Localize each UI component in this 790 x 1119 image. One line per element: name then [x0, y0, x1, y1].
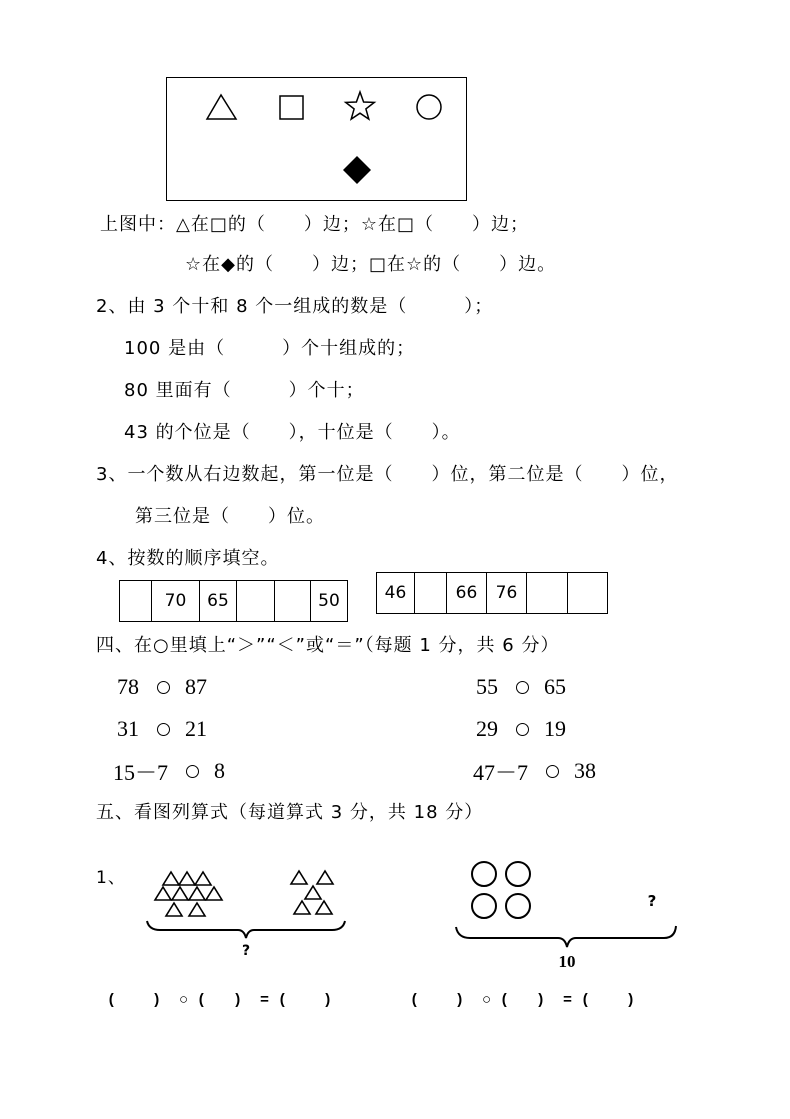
triangle-group-left	[155, 872, 222, 916]
picture-a	[147, 871, 345, 959]
comparison-right: 8	[214, 758, 226, 783]
circle-mark	[472, 894, 496, 918]
square-icon	[280, 96, 303, 119]
sequence-table-b	[376, 572, 608, 614]
q3-line-1: 3、一个数从右边数起，第一位是（ ）位，第二位是（ ）位，	[96, 464, 679, 485]
part5-q1-label: 1、	[96, 868, 126, 888]
answer-circle	[546, 765, 559, 778]
answer-circle	[157, 723, 170, 736]
sequence-cell: 66	[446, 572, 487, 614]
part5-title: 五、看图列算式（每道算式 3 分，共 18 分）	[96, 802, 484, 823]
picture-b	[456, 862, 676, 971]
sequence-cell: 70	[151, 580, 200, 622]
sequence-cell	[414, 572, 447, 614]
sequence-cell	[236, 580, 275, 622]
circle-mark	[506, 862, 530, 886]
circle-group	[472, 862, 530, 918]
comparison-right: 21	[185, 716, 207, 741]
part4-title: 四、在○里填上“＞”“＜”或“＝”（每题 1 分，共 6 分）	[96, 635, 560, 656]
figure-frame	[167, 78, 467, 201]
circle-icon	[417, 95, 441, 119]
comparison-item	[117, 715, 207, 743]
triangle-mark	[163, 872, 179, 885]
sequence-cell	[567, 572, 608, 614]
comparison-right: 38	[574, 758, 597, 783]
sequence-cell: 65	[199, 580, 237, 622]
triangle-mark	[317, 871, 333, 884]
star-icon	[346, 92, 375, 119]
triangle-mark	[291, 871, 307, 884]
q1-line-1: 上图中：△在□的（ ）边；☆在□（ ）边；	[100, 214, 529, 235]
triangle-mark	[189, 903, 205, 916]
triangle-mark	[166, 903, 182, 916]
answer-circle	[157, 681, 170, 694]
comparison-left: 15－7	[113, 759, 169, 785]
q2-line-2: 100 是由（ ）个十组成的；	[124, 338, 416, 359]
sequence-table-a	[119, 580, 348, 622]
comparison-left: 78	[117, 674, 139, 699]
triangle-icon	[207, 95, 236, 119]
comparison-left: 31	[117, 716, 139, 741]
q1-line-2: ☆在◆的（ ）边；□在☆的（ ）边。	[185, 254, 557, 275]
answer-line-a: ( ) ○ ( ) = ( )	[107, 992, 333, 1009]
comparison-left: 47－7	[473, 759, 529, 785]
answer-circle	[516, 681, 529, 694]
comparison-item	[117, 673, 207, 701]
triangle-group-right	[291, 871, 333, 914]
sequence-cell: 76	[486, 572, 527, 614]
diamond-icon	[343, 156, 371, 184]
triangle-mark	[316, 901, 332, 914]
sequence-cell: 46	[376, 572, 415, 614]
comparison-item	[473, 757, 596, 785]
triangle-mark	[189, 887, 205, 900]
comparison-right: 19	[544, 716, 566, 741]
answer-line-b: ( ) ○ ( ) = ( )	[410, 992, 636, 1009]
q4-title: 4、按数的顺序填空。	[96, 548, 280, 569]
triangle-mark	[305, 886, 321, 899]
triangle-mark	[195, 872, 211, 885]
brace-a	[147, 921, 345, 938]
answer-circle	[186, 765, 199, 778]
triangle-mark	[294, 901, 310, 914]
sequence-cell	[526, 572, 568, 614]
picture-b-unknown-label: ?	[647, 892, 657, 910]
triangle-mark	[179, 872, 195, 885]
circle-mark	[472, 862, 496, 886]
answer-circle	[516, 723, 529, 736]
q2-line-1: 2、由 3 个十和 8 个一组成的数是（ ）；	[96, 296, 494, 317]
shape-figure	[167, 78, 467, 201]
comparison-right: 87	[185, 674, 207, 699]
comparison-right: 65	[544, 674, 566, 699]
comparison-left: 55	[476, 674, 498, 699]
comparison-left: 29	[476, 716, 498, 741]
triangle-mark	[172, 887, 188, 900]
picture-b-total-label: 10	[558, 952, 576, 971]
comparison-item	[113, 757, 225, 785]
sequence-cell	[274, 580, 311, 622]
q2-line-3: 80 里面有（ ）个十；	[124, 380, 365, 401]
triangle-mark	[206, 887, 222, 900]
circle-mark	[506, 894, 530, 918]
sequence-cell: 50	[310, 580, 348, 622]
comparison-item	[476, 715, 566, 743]
brace-b	[456, 926, 676, 947]
comparison-item	[476, 673, 566, 701]
q3-line-2: 第三位是（ ）位。	[135, 506, 325, 527]
triangle-mark	[155, 887, 171, 900]
q2-line-4: 43 的个位是（ ），十位是（ ）。	[124, 422, 461, 443]
sequence-cell	[119, 580, 152, 622]
picture-a-total-label: ?	[241, 943, 251, 959]
